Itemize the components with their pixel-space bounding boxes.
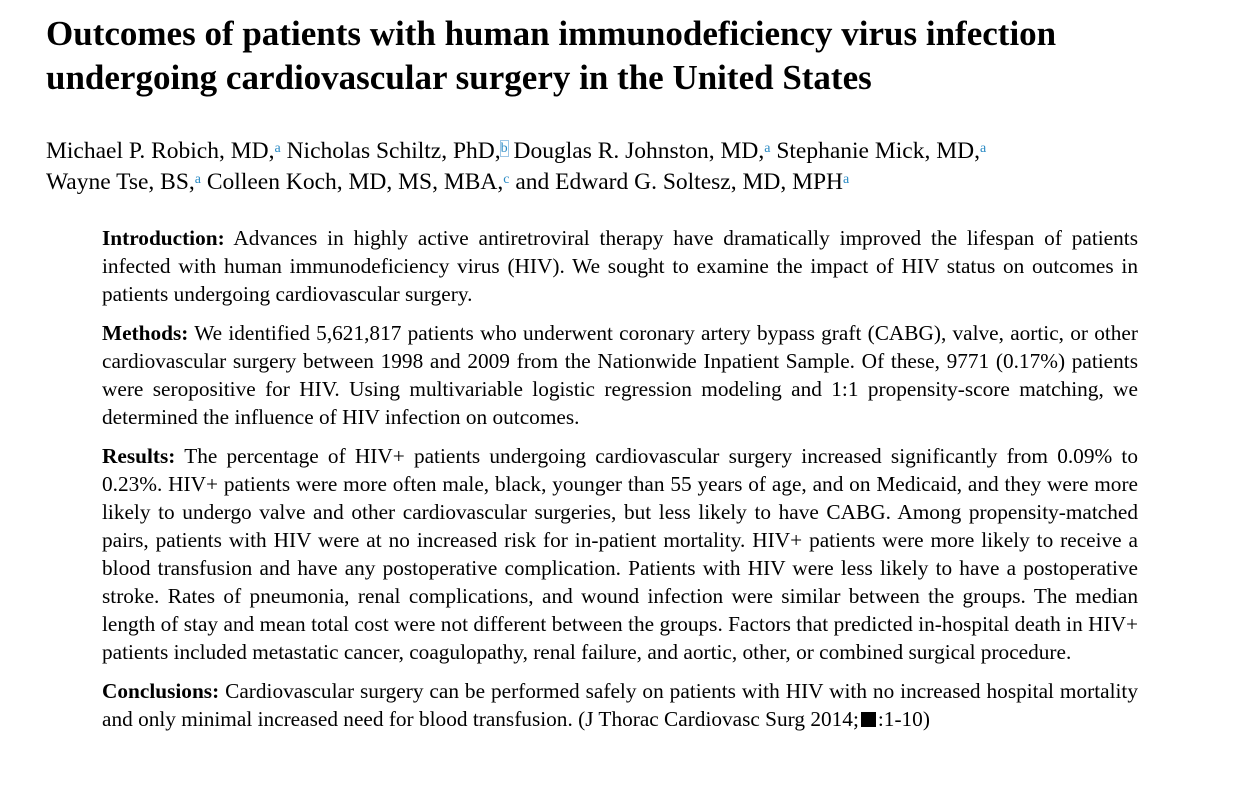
author-name: Michael P. Robich, MD, bbox=[46, 138, 275, 164]
author-name: Douglas R. Johnston, MD, bbox=[513, 138, 765, 164]
author-list bbox=[46, 136, 1216, 198]
section-heading: Results: bbox=[102, 444, 176, 468]
abstract-conclusions bbox=[102, 677, 1138, 733]
affiliation-link[interactable]: c bbox=[503, 172, 510, 187]
author-name: Wayne Tse, BS, bbox=[46, 169, 195, 195]
abstract-results bbox=[102, 442, 1138, 666]
section-text: We identified 5,621,817 patients who underwent coronary artery bypass graft (CABG), valve, aortic, or other cardiovascular surgery between 1998 and 2009 from the Nationwide Inpatient Sample. Of these, 9771 (0.17%) patients were seropositive for HIV. Using multivariable logistic regression modeling and 1:1 propensity-score matching, we determined the influence of HIV infection on outcomes. bbox=[102, 321, 1138, 429]
section-heading: Conclusions: bbox=[102, 679, 220, 703]
paper-title: Outcomes of patients with human immunodeficiency virus infection undergoing cardiovascular surgery in the United States bbox=[46, 14, 1057, 97]
section-heading: Introduction: bbox=[102, 226, 225, 250]
section-text: Advances in highly active antiretroviral therapy have dramatically improved the lifespan of patients infected with human immunodeficiency virus (HIV). We sought to examine the impact of HIV status on outcomes in patients undergoing cardiovascular surgery. bbox=[102, 226, 1138, 306]
volume-placeholder-icon bbox=[861, 712, 876, 727]
author-name: Nicholas Schiltz, PhD, bbox=[286, 138, 501, 164]
author-name: Colleen Koch, MD, MS, MBA, bbox=[206, 169, 504, 195]
citation: (J Thorac Cardiovasc Surg 2014; :1-10) bbox=[578, 707, 930, 731]
affiliation-link[interactable]: a bbox=[979, 141, 987, 156]
affiliation-link[interactable]: b bbox=[500, 141, 508, 156]
author-name: and Edward G. Soltesz, MD, MPH bbox=[515, 169, 844, 195]
section-text: The percentage of HIV+ patients undergoing cardiovascular surgery increased significantly from 0.09% to 0.23%. HIV+ patients were more often male, black, younger than 55 years of age, and on Medicaid, and they were more likely to undergo valve and other cardiovascular surgeries, but less likely to have CABG. Among propensity-matched pairs, patients with HIV were at no increased risk for in-patient mortality. HIV+ patients were more likely to receive a blood transfusion and have any postoperative complication. Patients with HIV were less likely to have a postoperative stroke. Rates of pneumonia, renal complications, and wound infection were similar between the groups. The median length of stay and mean total cost were not different between the groups. Factors that predicted in-hospital death in HIV+ patients included metastatic cancer, coagulopathy, renal failure, and aortic, other, or combined surgical procedure. bbox=[102, 444, 1138, 664]
abstract-methods bbox=[102, 319, 1138, 431]
affiliation-link[interactable]: a bbox=[764, 141, 771, 156]
section-text: Cardiovascular surgery can be performed safely on patients with HIV with no increased hospital mortality and only minimal increased need for blood transfusion. bbox=[102, 679, 1138, 731]
section-heading: Methods: bbox=[102, 321, 189, 345]
affiliation-link[interactable]: a bbox=[843, 172, 850, 187]
affiliation-link[interactable]: a bbox=[194, 172, 201, 187]
author-name: Stephanie Mick, MD, bbox=[776, 138, 980, 164]
abstract bbox=[102, 224, 1138, 744]
affiliation-link[interactable]: a bbox=[274, 141, 281, 156]
abstract-introduction bbox=[102, 224, 1138, 308]
